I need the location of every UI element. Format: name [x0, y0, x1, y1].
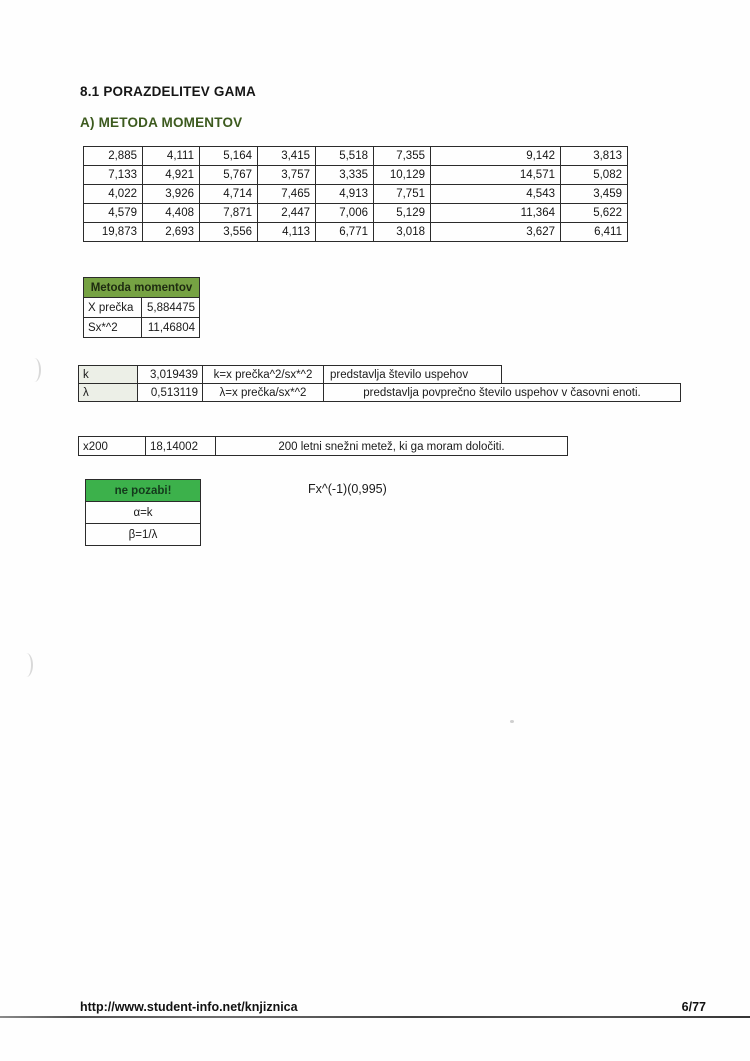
table-row [86, 502, 201, 524]
data-cell: 4,113 [258, 223, 316, 242]
data-cell: 3,627 [431, 223, 561, 242]
scan-edge-line [0, 1016, 750, 1018]
data-cell: 14,571 [431, 166, 561, 185]
data-cell: 4,714 [200, 185, 258, 204]
data-cell: 11,364 [431, 204, 561, 223]
data-cell: 7,465 [258, 185, 316, 204]
moments-header-row [84, 278, 200, 298]
data-cell: 19,873 [84, 223, 143, 242]
table-row [86, 524, 201, 546]
data-cell: 3,556 [200, 223, 258, 242]
data-cell: 4,543 [431, 185, 561, 204]
data-cell: 4,111 [143, 147, 200, 166]
data-cell: 3,757 [258, 166, 316, 185]
scan-artifact-mark [22, 653, 33, 677]
scan-artifact-mark [30, 358, 41, 382]
data-cell: 7,871 [200, 204, 258, 223]
scan-artifact-dot [510, 720, 514, 723]
data-cell: 4,408 [143, 204, 200, 223]
data-cell: 7,751 [374, 185, 431, 204]
param-label: k [78, 365, 138, 384]
param-description: predstavlja število uspehov [323, 365, 502, 384]
param-row-lambda [78, 383, 681, 402]
data-cell: 3,335 [316, 166, 374, 185]
x200-value: 18,14002 [145, 436, 216, 456]
data-table-body [84, 147, 628, 242]
data-cell: 5,129 [374, 204, 431, 223]
subsection-title: A) METODA MOMENTOV [80, 115, 243, 130]
section-title: 8.1 PORAZDELITEV GAMA [80, 84, 256, 99]
page-number: 6/77 [681, 1000, 706, 1014]
data-cell: 4,913 [316, 185, 374, 204]
data-table [83, 146, 628, 242]
data-cell: 4,579 [84, 204, 143, 223]
table-row [84, 204, 628, 223]
table-row [84, 318, 200, 338]
moments-value: 5,884475 [142, 298, 200, 318]
data-cell: 3,415 [258, 147, 316, 166]
data-cell: 6,771 [316, 223, 374, 242]
data-cell: 5,164 [200, 147, 258, 166]
data-cell: 2,693 [143, 223, 200, 242]
data-cell: 10,129 [374, 166, 431, 185]
data-cell: 9,142 [431, 147, 561, 166]
table-row [84, 166, 628, 185]
note-header: ne pozabi! [86, 480, 201, 502]
x200-table [78, 436, 568, 456]
param-row-k [78, 365, 681, 384]
param-value: 0,513119 [137, 383, 203, 402]
data-cell: 5,622 [561, 204, 628, 223]
data-cell: 7,133 [84, 166, 143, 185]
data-cell: 2,447 [258, 204, 316, 223]
data-cell: 5,518 [316, 147, 374, 166]
table-row [84, 185, 628, 204]
data-cell: 3,018 [374, 223, 431, 242]
param-value: 3,019439 [137, 365, 203, 384]
data-cell: 2,885 [84, 147, 143, 166]
moments-label: Sx*^2 [84, 318, 142, 338]
params-table [78, 366, 681, 402]
note-header-row [86, 480, 201, 502]
param-formula: k=x prečka^2/sx*^2 [202, 365, 324, 384]
x200-label: x200 [78, 436, 146, 456]
data-cell: 6,411 [561, 223, 628, 242]
data-cell: 7,355 [374, 147, 431, 166]
data-cell: 4,921 [143, 166, 200, 185]
table-row [84, 223, 628, 242]
data-cell: 7,006 [316, 204, 374, 223]
param-formula: λ=x prečka/sx*^2 [202, 383, 324, 402]
moments-label: X prečka [84, 298, 142, 318]
moments-header: Metoda momentov [84, 278, 200, 298]
table-row [84, 147, 628, 166]
data-cell: 3,813 [561, 147, 628, 166]
x200-description: 200 letni snežni metež, ki ga moram določiti. [215, 436, 568, 456]
moments-table [83, 277, 200, 338]
data-cell: 3,926 [143, 185, 200, 204]
footer-url: http://www.student-info.net/knjiznica [80, 1000, 298, 1014]
note-row-alpha: α=k [86, 502, 201, 524]
moments-value: 11,46804 [142, 318, 200, 338]
data-cell: 5,082 [561, 166, 628, 185]
data-cell: 5,767 [200, 166, 258, 185]
note-table [85, 479, 201, 546]
data-cell: 4,022 [84, 185, 143, 204]
param-description: predstavlja povprečno število uspehov v časovni enoti. [323, 383, 681, 402]
data-cell: 3,459 [561, 185, 628, 204]
table-row [84, 298, 200, 318]
note-row-beta: β=1/λ [86, 524, 201, 546]
param-label: λ [78, 383, 138, 402]
formula-note: Fx^(-1)(0,995) [308, 482, 387, 496]
